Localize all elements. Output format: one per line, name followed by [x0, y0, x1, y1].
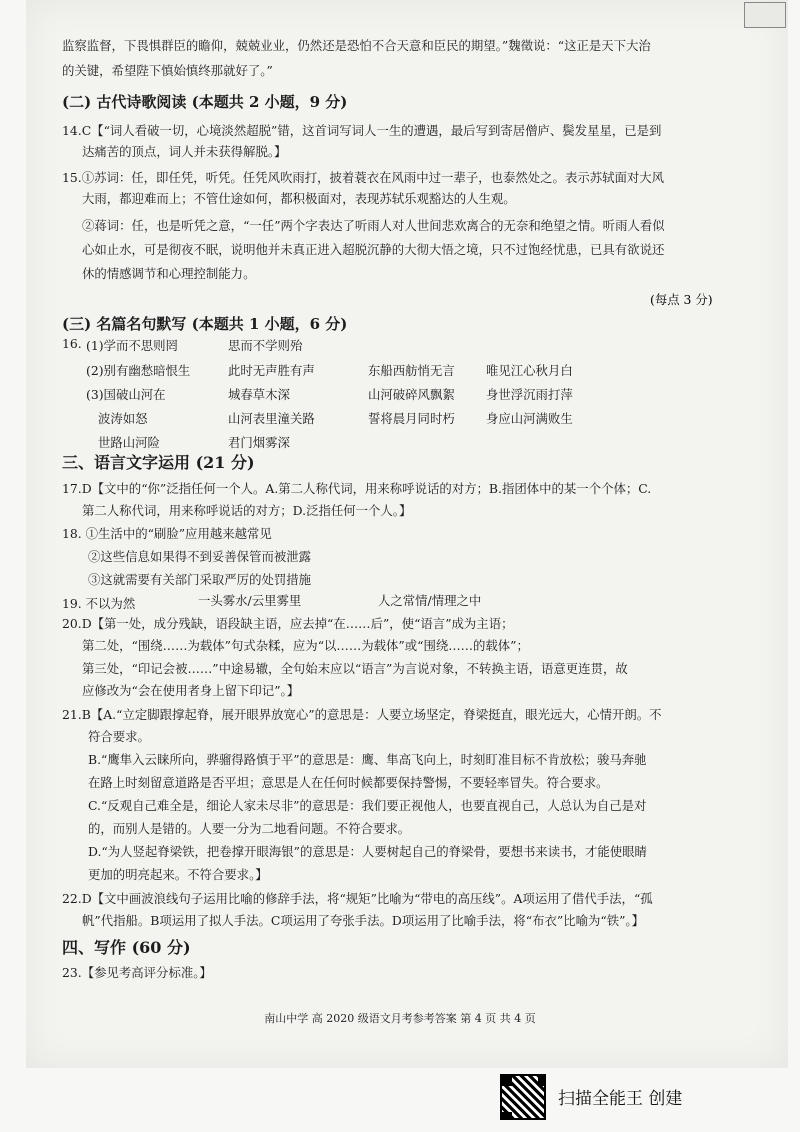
answer-q15-2: ②蒋词：任，也是听凭之意，“一任”两个字表达了听雨人对人世间悲欢离合的无奈和绝望之情。听雨人看似: [82, 218, 665, 233]
score-note: (每点 3 分): [650, 292, 713, 307]
q16-label: 16.: [62, 336, 82, 351]
recite-cell: 思而不学则殆: [228, 338, 303, 353]
recite-cell: 波涛如怒: [98, 411, 148, 426]
recite-cell: 山河破碎风飘絮: [368, 387, 455, 402]
answer-q19-a: 19. 不以为然: [62, 596, 136, 611]
answer-q21-cont: 符合要求。: [88, 729, 150, 744]
qr-code-icon: [500, 1074, 546, 1120]
recite-cell: 唯见江心秋月白: [486, 363, 573, 378]
answer-q15-1-cont: 大雨，都迎难而上；不管仕途如何，都积极面对，表现苏轼乐观豁达的人生观。: [82, 191, 516, 206]
recite-cell: (2)别有幽愁暗恨生: [86, 363, 191, 378]
page-footer: 南山中学 高 2020 级语文月考参考答案 第 4 页 共 4 页: [264, 1012, 536, 1025]
section-heading-poetry: (二) 古代诗歌阅读 (本题共 2 小题，9 分): [62, 93, 348, 111]
answer-q17: 17.D【文中的“你”泛指任何一个人。A.第二人称代词，用来称呼说话的对方；B.指团体中的某一个个体；C.: [62, 481, 652, 496]
section-heading-writing: 四、写作 (60 分): [62, 938, 191, 957]
answer-q21-d-cont: 更加的明亮起来。不符合要求。】: [88, 867, 268, 882]
recite-cell: 山河表里潼关路: [228, 411, 315, 426]
recite-cell: 身世浮沉雨打萍: [486, 387, 573, 402]
recite-cell: 城春草木深: [228, 387, 290, 402]
answer-q20: 20.D【第一处，成分残缺，语段缺主语，应去掉“在……后”，使“语言”成为主语；: [62, 616, 514, 631]
answer-q20-cont: 应修改为“会在使用者身上留下印记”。】: [82, 683, 300, 698]
answer-q14: 14.C【“词人看破一切，心境淡然超脱”错，这首词写词人一生的遭遇，最后写到寄居僧庐、鬓发星星，已是到: [62, 123, 662, 138]
intro-line: 的关键，希望陛下慎始慎终那就好了。”: [62, 63, 273, 78]
recite-cell: (3)国破山河在: [86, 387, 166, 402]
answer-q21-c: C.“反观自己难全是，细论人家未尽非”的意思是：我们要正视他人，也要直视自己，人总认为自己是对: [88, 798, 647, 813]
answer-q17-cont: 第二人称代词，用来称呼说话的对方；D.泛指任何一个人。】: [82, 503, 412, 518]
answer-q19-c: 人之常情/情理之中: [378, 593, 482, 608]
answer-q21: 21.B【A.“立定脚跟撑起脊，展开眼界放宽心”的意思是：人要立场坚定，脊梁挺直，眼光远大，心情开朗。不: [62, 707, 662, 722]
answer-q15-1: 15.①苏词：任，即任凭，听凭。任凭风吹雨打，披着蓑衣在风雨中过一辈子，也泰然处之。表示苏轼面对大风: [62, 170, 665, 185]
answer-q18-3: ③这就需要有关部门采取严厉的处罚措施: [88, 572, 312, 587]
answer-q22: 22.D【文中画波浪线句子运用比喻的修辞手法，将“规矩”比喻为“带电的高压线”。A项运用了借代手法，“孤: [62, 891, 653, 906]
answer-q21-c-cont: 的，而别人是错的。人要一分为二地看问题。不符合要求。: [88, 821, 411, 836]
answer-q20-cont: 第三处，“印记会被……”中途易辙，全句始末应以“语言”为言说对象，不转换主语，语意更连贯，故: [82, 661, 628, 676]
section-heading-language: 三、语言文字运用 (21 分): [62, 453, 255, 472]
intro-line: 监察监督，下畏惧群臣的瞻仰，兢兢业业，仍然还是恐怕不合天意和臣民的期望。”魏徵说：“这正是天下大治: [62, 38, 651, 53]
answer-q21-b-cont: 在路上时刻留意道路是否平坦；意思是人在任何时候都要保持警惕，不要轻率冒失。符合要求。: [88, 775, 609, 790]
answer-q15-2-cont: 休的情感调节和心理控制能力。: [82, 266, 256, 281]
page-corner-mark: [744, 2, 786, 28]
answer-q19-b: 一头雾水/云里雾里: [198, 593, 302, 608]
answer-q21-d: D.“为人竖起脊梁铁，把卷撑开眼海银”的意思是：人要树起自己的脊梁骨，要想书来读书，才能使眼睛: [88, 844, 647, 859]
answer-q18-2: ②这些信息如果得不到妥善保管而被泄露: [88, 549, 312, 564]
recite-cell: 君门烟雾深: [228, 435, 290, 450]
recite-cell: 誓将晨月同时朽: [368, 411, 455, 426]
answer-q21-b: B.“鹰隼入云睐所向，骅骝得路慎于平”的意思是：鹰、隼高飞向上，时刻盯准目标不肯放松；骏马奔驰: [88, 752, 647, 767]
answer-q15-2-cont: 心如止水，可是彻夜不眠，说明他并未真正进入超脱沉静的大彻大悟之境，只不过饱经忧患，已具有欲说还: [82, 242, 665, 257]
recite-cell: (1)学而不思则罔: [86, 338, 178, 353]
answer-q23: 23.【参见考高评分标准。】: [62, 965, 212, 980]
answer-q20-cont: 第二处，“围绕……为载体”句式杂糅，应为“以……为载体”或“围绕……的载体”；: [82, 638, 529, 653]
recite-cell: 世路山河险: [98, 435, 160, 450]
answer-q22-cont: 帆”代指船。B项运用了拟人手法。C项运用了夸张手法。D项运用了比喻手法，将“布衣”比喻为“铁”。】: [82, 913, 645, 928]
section-heading-recite: (三) 名篇名句默写 (本题共 1 小题，6 分): [62, 315, 348, 333]
answer-q14-cont: 达痛苦的顶点，词人并未获得解脱。】: [82, 144, 287, 159]
recite-cell: 东船西舫悄无言: [368, 363, 455, 378]
recite-cell: 身应山河满败生: [486, 411, 573, 426]
answer-q18: 18. ①生活中的“刷脸”应用越来越常见: [62, 526, 272, 541]
scanner-watermark: 扫描全能王 创建: [558, 1089, 683, 1109]
recite-cell: 此时无声胜有声: [228, 363, 315, 378]
